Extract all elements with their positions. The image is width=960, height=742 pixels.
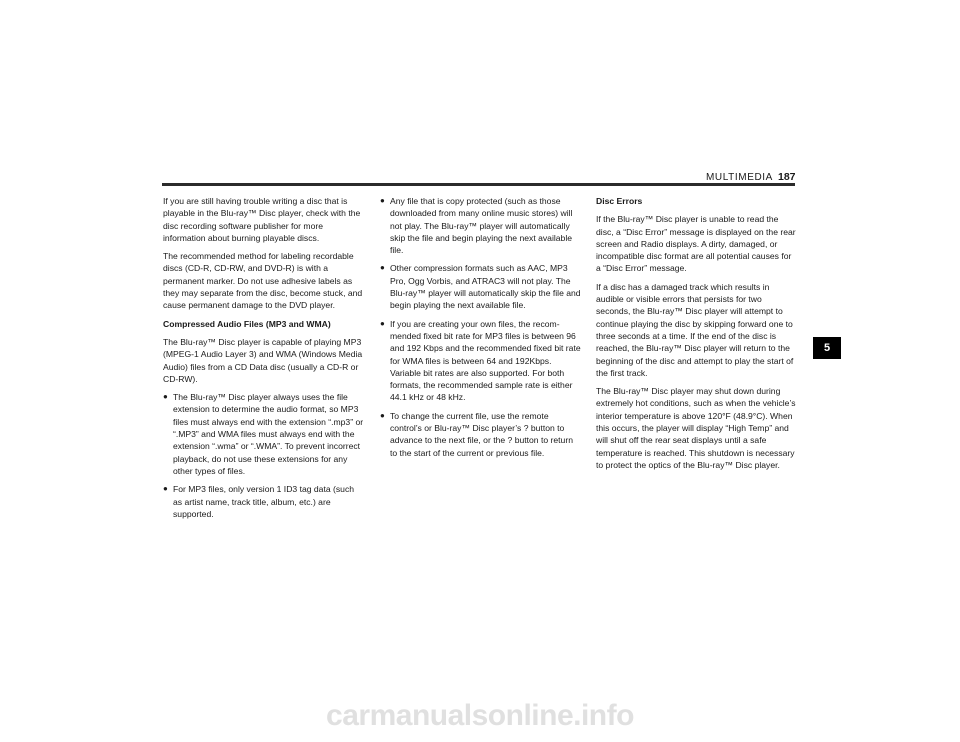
list-item-text: If you are creating your own files, the recom-mended fixed bit rate for MP3 files is between 96 and 192 Kbps and the recommended fixed bit rate for WMA files is between 64 and 192Kbps. Variable bit rates are also supported. For both formats, the recommended sample rate is either 44.1 kHz or 48 kHz.: [390, 318, 581, 403]
column-middle: [380, 195, 582, 465]
list-item: [380, 318, 582, 404]
header-divider: [162, 183, 795, 186]
bullet-icon: ●: [380, 196, 385, 205]
list-item-text: To change the current file, use the remote control’s or Blu-ray™ Disc player’s ? button to advance to the next file, or the ? button to return to the start of the current or previous file.: [390, 410, 573, 458]
list-item-text: Other compression formats such as AAC, MP3 Pro, Ogg Vorbis, and ATRAC3 will not play. The Blu-ray™ player will automatically skip the file and begin playing the next available file.: [390, 263, 581, 311]
bullet-icon: ●: [380, 318, 385, 328]
bullet-list: [163, 391, 365, 520]
list-item: [380, 195, 582, 256]
list-item: [380, 410, 582, 459]
list-item: [163, 391, 365, 477]
list-item: [380, 262, 582, 311]
paragraph: If a disc has a damaged track which results in audible or visible errors that persists for two seconds, the Blu-ray™ Disc player will attempt to continue playing the disc by skipping forward one to three seconds at a time. If the end of the disc is reached, the Blu-ray™ Disc player will return to the beginning of the disc and attempt to play the start of the first track.: [596, 281, 794, 378]
list-item-text: The Blu-ray™ Disc player always uses the file extension to determine the audio format, so MP3 files must always end with the extension “.mp3” or “.MP3” and WMA files must always end with the extension “.wma” or “.WMA”. To prevent incorrect playback, do not use these extensions for any other types of files.: [173, 392, 364, 476]
column-right: [596, 195, 798, 477]
section-heading: Compressed Audio Files (MP3 and WMA): [163, 318, 331, 329]
bullet-icon: ●: [380, 410, 385, 420]
paragraph: The Blu-ray™ Disc player is capable of playing MP3 (MPEG-1 Audio Layer 3) and WMA (Windows Media Audio) files from a CD Data disc (usually a CD-R or CD-RW).: [163, 336, 363, 384]
bullet-icon: ●: [380, 263, 385, 273]
paragraph: If the Blu-ray™ Disc player is unable to read the disc, a “Disc Error” message is displayed on the rear screen and Radio displays. A dirty, damaged, or incompatible disc format are all potential causes for a “Disc Error” message.: [596, 214, 796, 274]
paragraph: The Blu-ray™ Disc player may shut down during extremely hot conditions, such as when the vehicle’s interior temperature is above 120°F (48.9°C). When this occurs, the player will display “High Temp” and will shut off the rear seat displays until a safe temperature is reached. This shutdown is necessary to protect the optics of the Blu-ray™ Disc player.: [596, 386, 796, 470]
watermark: carmanualsonline.info: [326, 699, 634, 732]
bullet-icon: ●: [163, 392, 168, 402]
bullet-list: [380, 195, 582, 459]
list-item-text: For MP3 files, only version 1 ID3 tag data (such as artist name, track title, album, etc.) are supported.: [173, 484, 355, 519]
paragraph: The recommended method for labeling recordable discs (CD-R, CD-RW, and DVD-R) is with a permanent marker. Do not use adhesive labels as they may separate from the disc, become stuck, and cause permanent damage to the DVD player.: [163, 251, 363, 311]
section-title: MULTIMEDIA: [706, 172, 773, 183]
paragraph: If you are still having trouble writing a disc that is playable in the Blu-ray™ Disc player, check with the disc recording software publisher for more information about burning playable discs.: [163, 196, 361, 243]
chapter-tab: 5: [813, 337, 841, 359]
list-item-text: Any file that is copy protected (such as those downloaded from many online music stores) will not play. The Blu-ray™ player will automatically skip the file and begin playing the next available file.: [390, 196, 573, 256]
bullet-icon: ●: [163, 484, 168, 494]
list-item: [163, 483, 365, 520]
column-left: [163, 195, 365, 526]
page-number: 187: [778, 171, 796, 183]
section-heading: Disc Errors: [596, 196, 643, 206]
